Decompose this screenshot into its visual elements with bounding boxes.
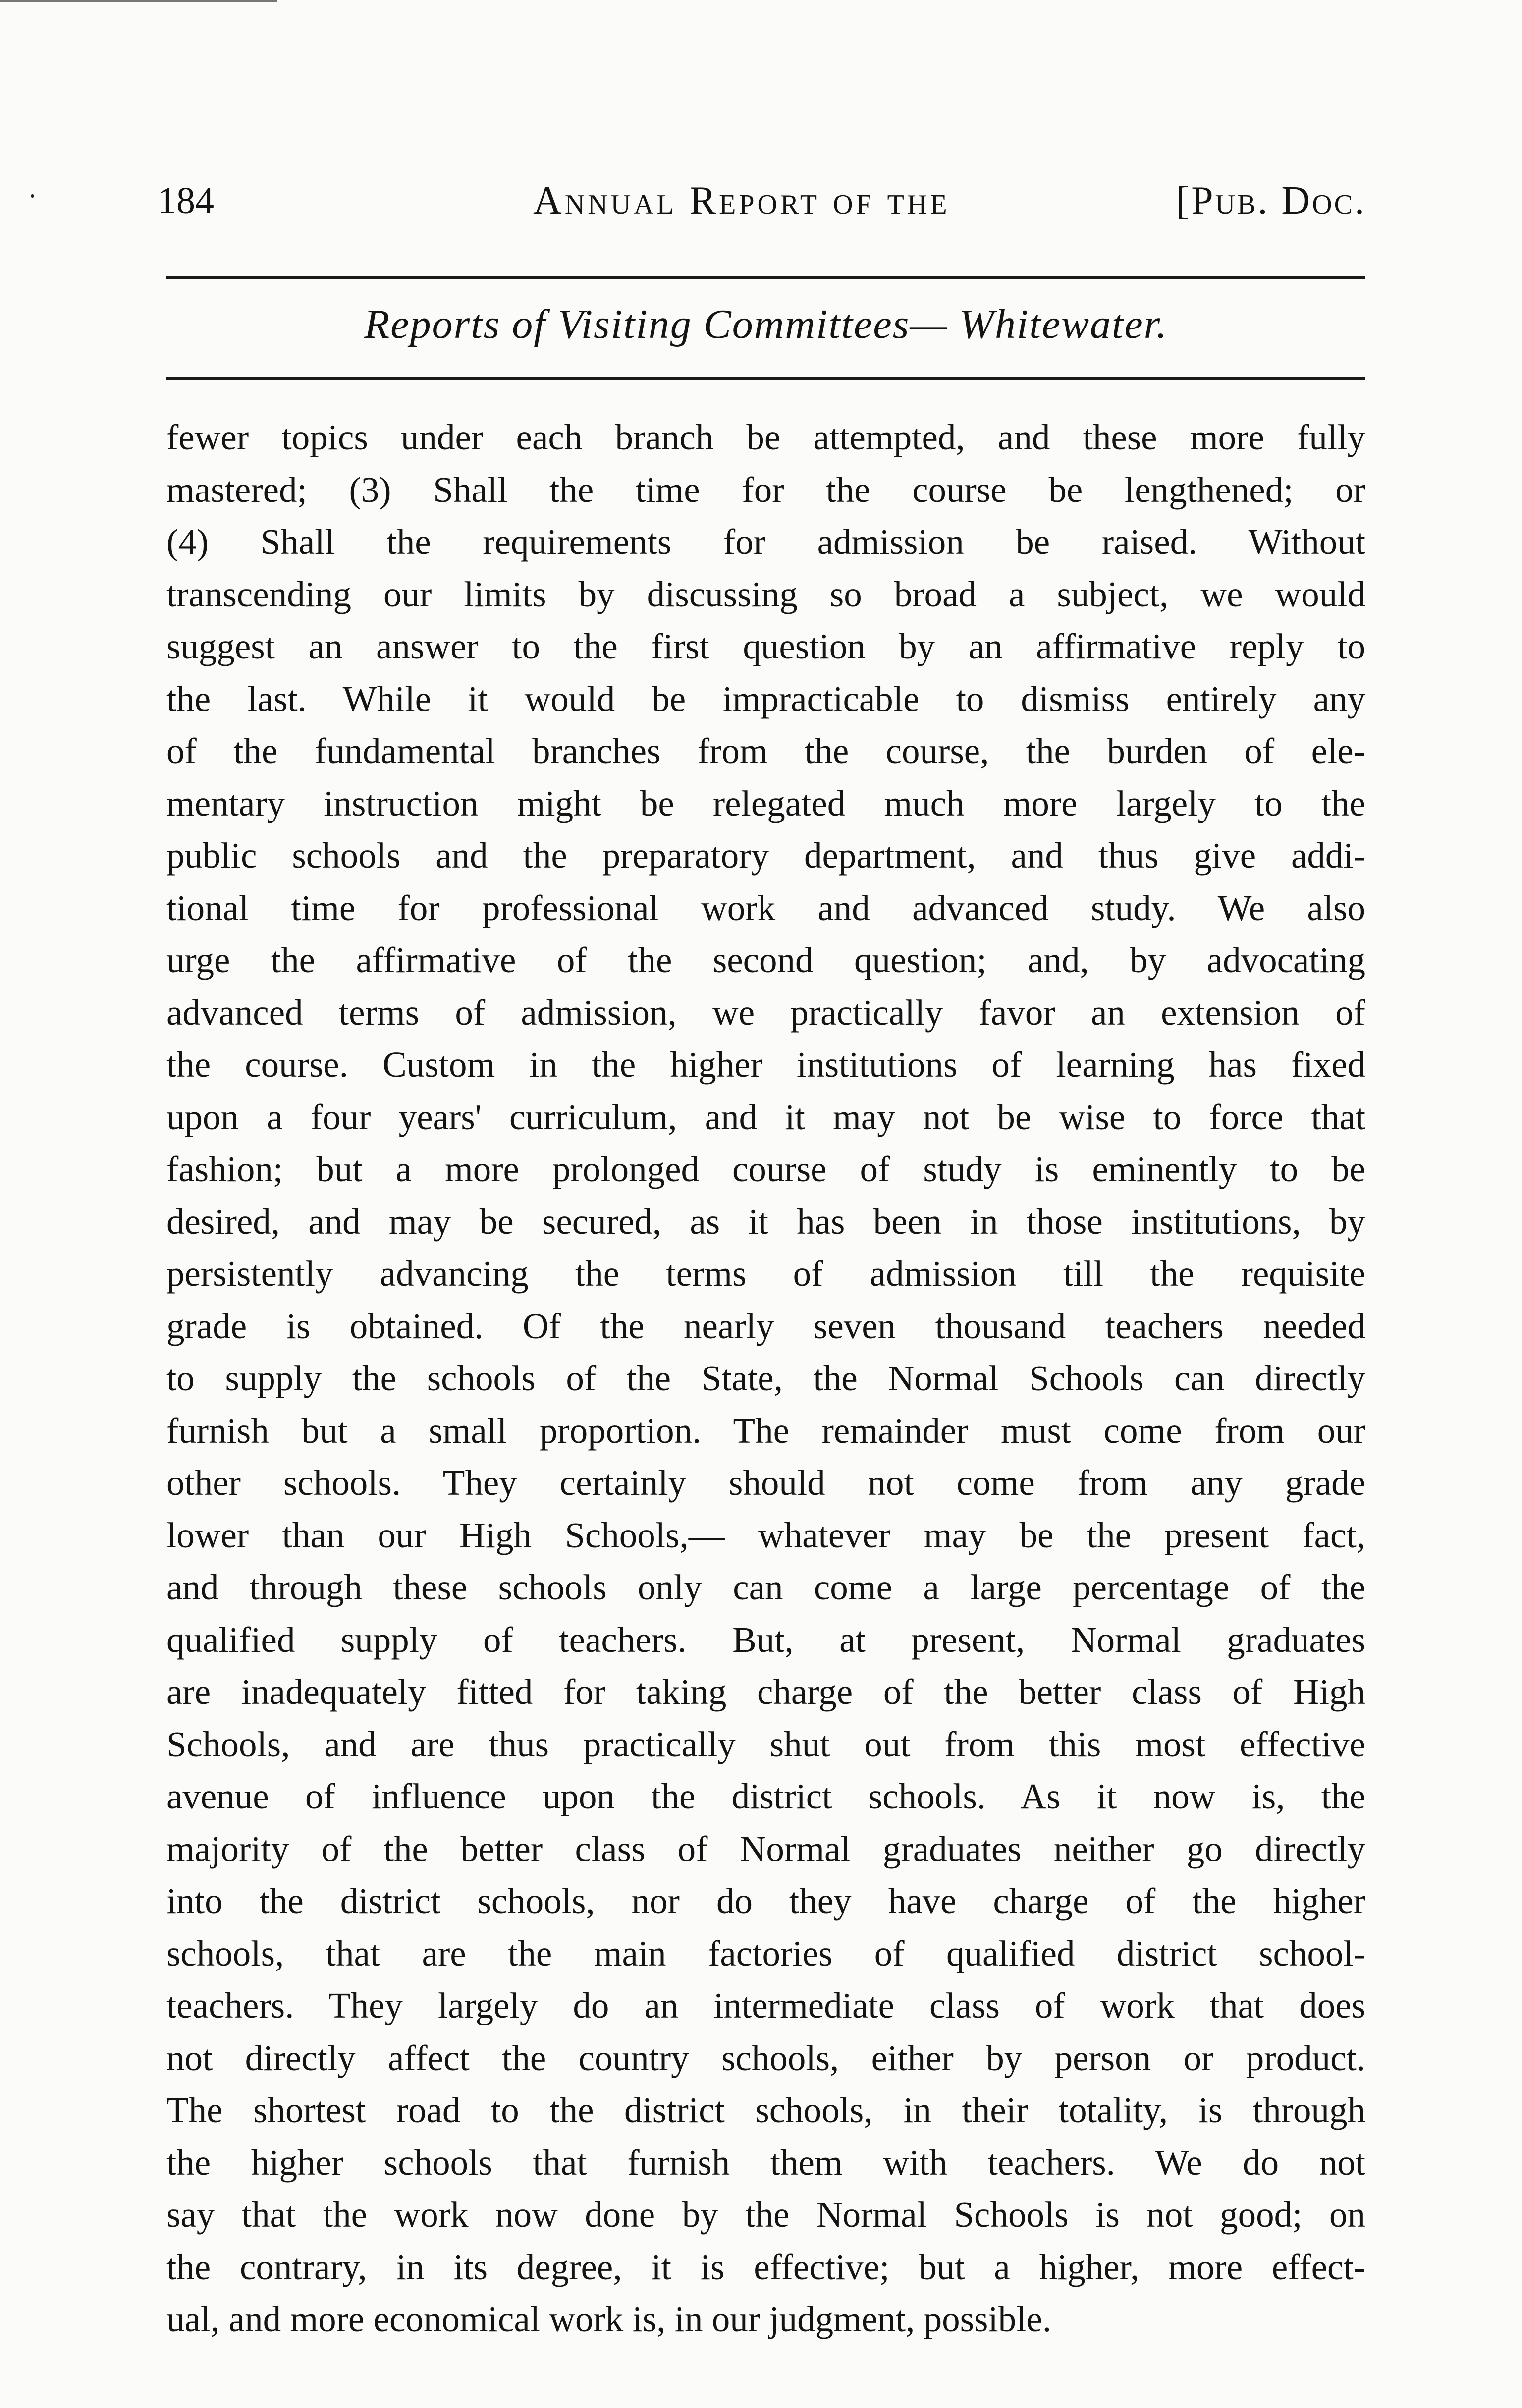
text-line: Schools, and are thus practically shut out from this most effective — [166, 1724, 1365, 1764]
text-line: The shortest road to the district schools, in their totality, is through — [166, 2090, 1365, 2130]
text-line: mastered; (3) Shall the time for the course be lengthened; or — [166, 469, 1365, 510]
text-line: not directly affect the country schools, either by person or product. — [166, 2037, 1365, 2078]
text-line: suggest an answer to the first question by an affirmative reply to — [166, 626, 1365, 666]
text-line: are inadequately fitted for taking charge of the better class of High — [166, 1672, 1365, 1712]
text-line: ual, and more economical work is, in our judgment, possible. — [166, 2299, 1052, 2339]
text-line: to supply the schools of the State, the Normal Schools can directly — [166, 1358, 1365, 1398]
text-line: advanced terms of admission, we practically favor an extension of — [166, 992, 1365, 1033]
text-line: into the district schools, nor do they have charge of the higher — [166, 1881, 1365, 1921]
text-line: the higher schools that furnish them with teachers. We do not — [166, 2142, 1365, 2183]
text-line: upon a four years' curriculum, and it may not be wise to force that — [166, 1096, 1365, 1137]
text-line: schools, that are the main factories of qualified district school- — [166, 1933, 1365, 1973]
text-line: avenue of influence upon the district schools. As it now is, the — [166, 1776, 1365, 1816]
header-rule-bottom — [166, 377, 1365, 380]
text-line: fewer topics under each branch be attempted, and these more fully — [166, 417, 1365, 457]
text-line: qualified supply of teachers. But, at present, Normal graduates — [166, 1619, 1365, 1660]
text-line: public schools and the preparatory department, and thus give addi- — [166, 835, 1365, 876]
text-line: mentary instruction might be relegated much more largely to the — [166, 783, 1365, 823]
document-label: [Pub. Doc. — [1176, 179, 1366, 222]
text-line: and through these schools only can come a large percentage of the — [166, 1567, 1365, 1607]
text-line: of the fundamental branches from the course, the burden of ele- — [166, 731, 1365, 771]
text-line: the last. While it would be impracticable to dismiss entirely any — [166, 678, 1365, 719]
text-line: lower than our High Schools,— whatever may be the present fact, — [166, 1515, 1365, 1555]
section-subtitle: Reports of Visiting Committees— Whitewater. — [364, 301, 1168, 347]
text-line: fashion; but a more prolonged course of study is eminently to be — [166, 1149, 1365, 1189]
text-line: (4) Shall the requirements for admission be raised. Without — [166, 522, 1365, 562]
text-line: say that the work now done by the Normal Schools is not good; on — [166, 2194, 1365, 2235]
text-line: tional time for professional work and advanced study. We also — [166, 887, 1365, 928]
page-number: 184 — [158, 180, 214, 221]
text-line: urge the affirmative of the second question; and, by advocating — [166, 940, 1365, 980]
ink-speck — [31, 194, 34, 198]
text-line: teachers. They largely do an intermediate class of work that does — [166, 1985, 1365, 2025]
running-title: Annual Report of the — [533, 179, 950, 222]
text-line: majority of the better class of Normal graduates neither go directly — [166, 1828, 1365, 1869]
text-line: furnish but a small proportion. The remainder must come from our — [166, 1410, 1365, 1451]
text-line: persistently advancing the terms of admission till the requisite — [166, 1254, 1365, 1294]
header-rule-top — [166, 276, 1365, 279]
text-line: the course. Custom in the higher institutions of learning has fixed — [166, 1044, 1365, 1085]
body-text — [166, 411, 1365, 2346]
scan-edge-mark — [0, 0, 277, 2]
text-line: transcending our limits by discussing so broad a subject, we would — [166, 574, 1365, 614]
text-line: other schools. They certainly should not come from any grade — [166, 1463, 1365, 1503]
page-header — [158, 173, 1366, 228]
text-line: desired, and may be secured, as it has been in those institutions, by — [166, 1201, 1365, 1242]
text-line: grade is obtained. Of the nearly seven thousand teachers needed — [166, 1306, 1365, 1346]
text-line: the contrary, in its degree, it is effective; but a higher, more effect- — [166, 2246, 1365, 2287]
